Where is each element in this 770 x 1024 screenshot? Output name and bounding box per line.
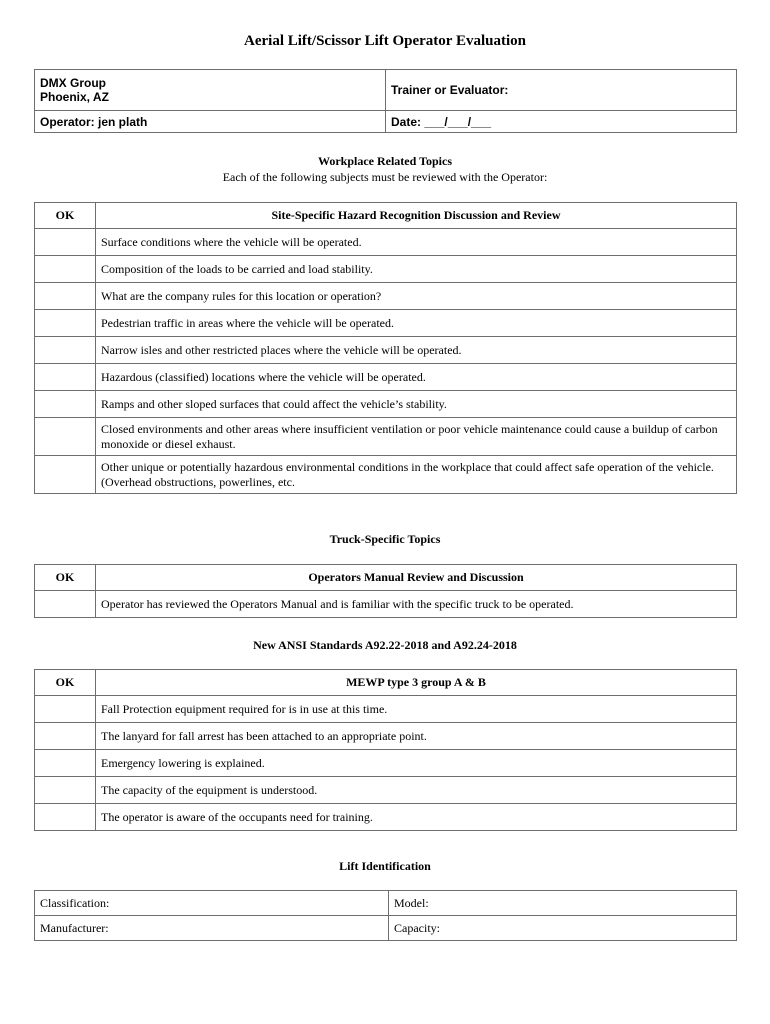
table-row (35, 456, 737, 494)
model-field[interactable]: Model: (389, 891, 737, 916)
lift-identification-table (34, 890, 737, 941)
table-row (35, 591, 737, 618)
ok-column-header: OK (35, 565, 96, 591)
ok-checkbox-cell[interactable] (35, 256, 96, 283)
operator-field[interactable]: Operator: jen plath (35, 111, 386, 133)
header-info-table (34, 69, 737, 133)
site-specific-table-heading: Site-Specific Hazard Recognition Discussion and Review (96, 203, 737, 229)
capacity-field[interactable]: Capacity: (389, 916, 737, 941)
topic-item: Other unique or potentially hazardous environmental conditions in the workplace that could affect safe operation of the vehicle. (Overhead obstructions, powerlines, etc. (96, 456, 737, 494)
table-row (35, 804, 737, 831)
ok-column-header: OK (35, 203, 96, 229)
ok-checkbox-cell[interactable] (35, 229, 96, 256)
ok-checkbox-cell[interactable] (35, 804, 96, 831)
topic-item: Fall Protection equipment required for is in use at this time. (96, 696, 737, 723)
ok-checkbox-cell[interactable] (35, 456, 96, 494)
table-row (35, 256, 737, 283)
table-row (35, 750, 737, 777)
company-cell (35, 70, 386, 111)
trainer-field[interactable]: Trainer or Evaluator: (386, 70, 737, 111)
ok-checkbox-cell[interactable] (35, 777, 96, 804)
ok-checkbox-cell[interactable] (35, 337, 96, 364)
table-row (35, 337, 737, 364)
topic-item: Emergency lowering is explained. (96, 750, 737, 777)
ansi-heading: New ANSI Standards A92.22-2018 and A92.24-2018 (253, 638, 517, 652)
mewp-table (34, 669, 737, 831)
topic-item: What are the company rules for this location or operation? (96, 283, 737, 310)
ok-checkbox-cell[interactable] (35, 723, 96, 750)
ok-checkbox-cell[interactable] (35, 283, 96, 310)
company-location: Phoenix, AZ (40, 90, 109, 104)
operators-manual-table (34, 564, 737, 618)
table-row (35, 283, 737, 310)
topic-item: Narrow isles and other restricted places where the vehicle will be operated. (96, 337, 737, 364)
site-specific-table (34, 202, 737, 494)
ok-checkbox-cell[interactable] (35, 391, 96, 418)
ok-checkbox-cell[interactable] (35, 364, 96, 391)
table-row (35, 418, 737, 456)
company-name: DMX Group (40, 76, 106, 90)
operators-manual-table-heading: Operators Manual Review and Discussion (96, 565, 737, 591)
topic-item: Closed environments and other areas where insufficient ventilation or poor vehicle maintenance could cause a buildup of carbon monoxide or diesel exhaust. (96, 418, 737, 456)
topic-item: Surface conditions where the vehicle will be operated. (96, 229, 737, 256)
topic-item: Hazardous (classified) locations where the vehicle will be operated. (96, 364, 737, 391)
table-row (35, 310, 737, 337)
table-row (35, 391, 737, 418)
table-row (35, 364, 737, 391)
truck-heading: Truck-Specific Topics (329, 532, 441, 546)
table-row (35, 229, 737, 256)
topic-item: Ramps and other sloped surfaces that could affect the vehicle’s stability. (96, 391, 737, 418)
table-row (35, 777, 737, 804)
ok-checkbox-cell[interactable] (35, 750, 96, 777)
ok-checkbox-cell[interactable] (35, 310, 96, 337)
classification-field[interactable]: Classification: (35, 891, 389, 916)
ok-checkbox-cell[interactable] (35, 696, 96, 723)
ok-checkbox-cell[interactable] (35, 591, 96, 618)
topic-item: Composition of the loads to be carried and load stability. (96, 256, 737, 283)
page-title: Aerial Lift/Scissor Lift Operator Evaluation (244, 33, 526, 49)
manufacturer-field[interactable]: Manufacturer: (35, 916, 389, 941)
topic-item: Operator has reviewed the Operators Manual and is familiar with the specific truck to be operated. (96, 591, 737, 618)
table-row (35, 696, 737, 723)
lift-identification-heading: Lift Identification (339, 859, 431, 873)
date-field[interactable]: Date: ___/___/___ (386, 111, 737, 133)
ok-column-header: OK (35, 670, 96, 696)
topic-item: The lanyard for fall arrest has been attached to an appropriate point. (96, 723, 737, 750)
topic-item: The capacity of the equipment is understood. (96, 777, 737, 804)
mewp-table-heading: MEWP type 3 group A & B (96, 670, 737, 696)
workplace-subheading: Each of the following subjects must be reviewed with the Operator: (222, 170, 548, 184)
topic-item: The operator is aware of the occupants need for training. (96, 804, 737, 831)
topic-item: Pedestrian traffic in areas where the vehicle will be operated. (96, 310, 737, 337)
ok-checkbox-cell[interactable] (35, 418, 96, 456)
workplace-heading: Workplace Related Topics (317, 154, 452, 168)
table-row (35, 723, 737, 750)
